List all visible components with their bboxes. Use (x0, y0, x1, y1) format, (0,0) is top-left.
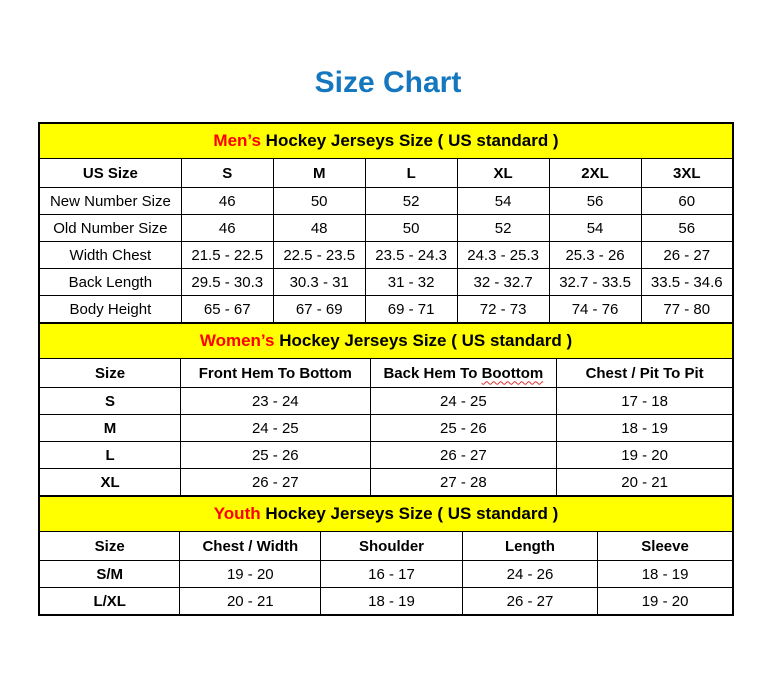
row-label: XL (39, 469, 181, 497)
header-cell: Shoulder (321, 532, 463, 561)
mens-size-table (38, 122, 734, 324)
womens-band-title (39, 323, 733, 359)
page-title: Size Chart (314, 66, 462, 99)
value-cell: 19 - 20 (557, 442, 733, 469)
table-row (39, 415, 733, 442)
row-label: Width Chest (39, 242, 181, 269)
value-cell: 20 - 21 (557, 469, 733, 497)
spellcheck-squiggle-word: Boottom (481, 364, 544, 382)
value-cell: 20 - 21 (180, 588, 321, 616)
header-back-prefix: Back Hem To (383, 364, 482, 382)
header-cell: US Size (39, 159, 181, 188)
womens-band-row (39, 323, 733, 359)
value-cell: 32.7 - 33.5 (549, 269, 641, 296)
value-cell: 31 - 32 (365, 269, 457, 296)
table-row (39, 588, 733, 616)
value-cell: 24 - 25 (181, 415, 370, 442)
header-cell: 3XL (641, 159, 733, 188)
table-row (39, 296, 733, 324)
header-cell: Sleeve (598, 532, 733, 561)
value-cell: 33.5 - 34.6 (641, 269, 733, 296)
value-cell: 50 (365, 215, 457, 242)
value-cell: 26 - 27 (370, 442, 557, 469)
value-cell: 19 - 20 (598, 588, 733, 616)
value-cell: 60 (641, 188, 733, 215)
value-cell: 50 (273, 188, 365, 215)
table-row (39, 242, 733, 269)
header-cell: Chest / Pit To Pit (557, 359, 733, 388)
value-cell: 56 (549, 188, 641, 215)
value-cell: 17 - 18 (557, 388, 733, 415)
youth-band-row (39, 496, 733, 532)
table-row (39, 215, 733, 242)
table-row (39, 388, 733, 415)
table-row (39, 469, 733, 497)
value-cell: 18 - 19 (321, 588, 463, 616)
youth-band-rest: Hockey Jerseys Size ( US standard ) (260, 504, 559, 523)
table-row (39, 561, 733, 588)
value-cell: 48 (273, 215, 365, 242)
value-cell: 18 - 19 (598, 561, 733, 588)
value-cell: 24.3 - 25.3 (457, 242, 549, 269)
youth-band-highlight: Youth (213, 504, 261, 523)
header-cell: Chest / Width (180, 532, 321, 561)
table-row (39, 269, 733, 296)
mens-band-title (39, 123, 733, 159)
value-cell: 52 (365, 188, 457, 215)
youth-size-table (38, 495, 734, 616)
value-cell: 77 - 80 (641, 296, 733, 324)
header-cell: S (181, 159, 273, 188)
header-cell: Length (462, 532, 597, 561)
header-cell: Size (39, 532, 180, 561)
value-cell: 18 - 19 (557, 415, 733, 442)
header-cell: XL (457, 159, 549, 188)
value-cell: 25 - 26 (181, 442, 370, 469)
header-cell: L (365, 159, 457, 188)
value-cell: 32 - 32.7 (457, 269, 549, 296)
womens-band-rest: Hockey Jerseys Size ( US standard ) (274, 331, 573, 350)
value-cell: 74 - 76 (549, 296, 641, 324)
tables-container (38, 122, 734, 616)
youth-band-title (39, 496, 733, 532)
value-cell: 54 (457, 188, 549, 215)
value-cell: 27 - 28 (370, 469, 557, 497)
value-cell: 46 (181, 215, 273, 242)
value-cell: 30.3 - 31 (273, 269, 365, 296)
mens-band-rest: Hockey Jerseys Size ( US standard ) (260, 131, 559, 150)
table-row (39, 188, 733, 215)
value-cell: 23 - 24 (181, 388, 370, 415)
header-cell: Size (39, 359, 181, 388)
value-cell: 54 (549, 215, 641, 242)
value-cell: 22.5 - 23.5 (273, 242, 365, 269)
mens-header-row (39, 159, 733, 188)
value-cell: 19 - 20 (180, 561, 321, 588)
row-label: Body Height (39, 296, 181, 324)
table-row (39, 442, 733, 469)
row-label: L/XL (39, 588, 180, 616)
value-cell: 21.5 - 22.5 (181, 242, 273, 269)
value-cell: 16 - 17 (321, 561, 463, 588)
value-cell: 26 - 27 (641, 242, 733, 269)
value-cell: 29.5 - 30.3 (181, 269, 273, 296)
row-label: S (39, 388, 181, 415)
value-cell: 24 - 26 (462, 561, 597, 588)
value-cell: 72 - 73 (457, 296, 549, 324)
row-label: New Number Size (39, 188, 181, 215)
value-cell: 52 (457, 215, 549, 242)
womens-band-highlight: Women’s (199, 331, 275, 350)
youth-header-row (39, 532, 733, 561)
value-cell: 46 (181, 188, 273, 215)
value-cell: 24 - 25 (370, 388, 557, 415)
mens-band-highlight: Men’s (213, 131, 261, 150)
row-label: Old Number Size (39, 215, 181, 242)
row-label: Back Length (39, 269, 181, 296)
value-cell: 26 - 27 (181, 469, 370, 497)
row-label: L (39, 442, 181, 469)
header-cell-misspelled (370, 359, 557, 388)
row-label: M (39, 415, 181, 442)
header-cell: M (273, 159, 365, 188)
value-cell: 56 (641, 215, 733, 242)
row-label: S/M (39, 561, 180, 588)
value-cell: 23.5 - 24.3 (365, 242, 457, 269)
value-cell: 26 - 27 (462, 588, 597, 616)
header-cell: Front Hem To Bottom (181, 359, 370, 388)
header-cell: 2XL (549, 159, 641, 188)
value-cell: 67 - 69 (273, 296, 365, 324)
value-cell: 25.3 - 26 (549, 242, 641, 269)
womens-header-row (39, 359, 733, 388)
value-cell: 65 - 67 (181, 296, 273, 324)
womens-size-table (38, 322, 734, 497)
value-cell: 69 - 71 (365, 296, 457, 324)
mens-band-row (39, 123, 733, 159)
value-cell: 25 - 26 (370, 415, 557, 442)
